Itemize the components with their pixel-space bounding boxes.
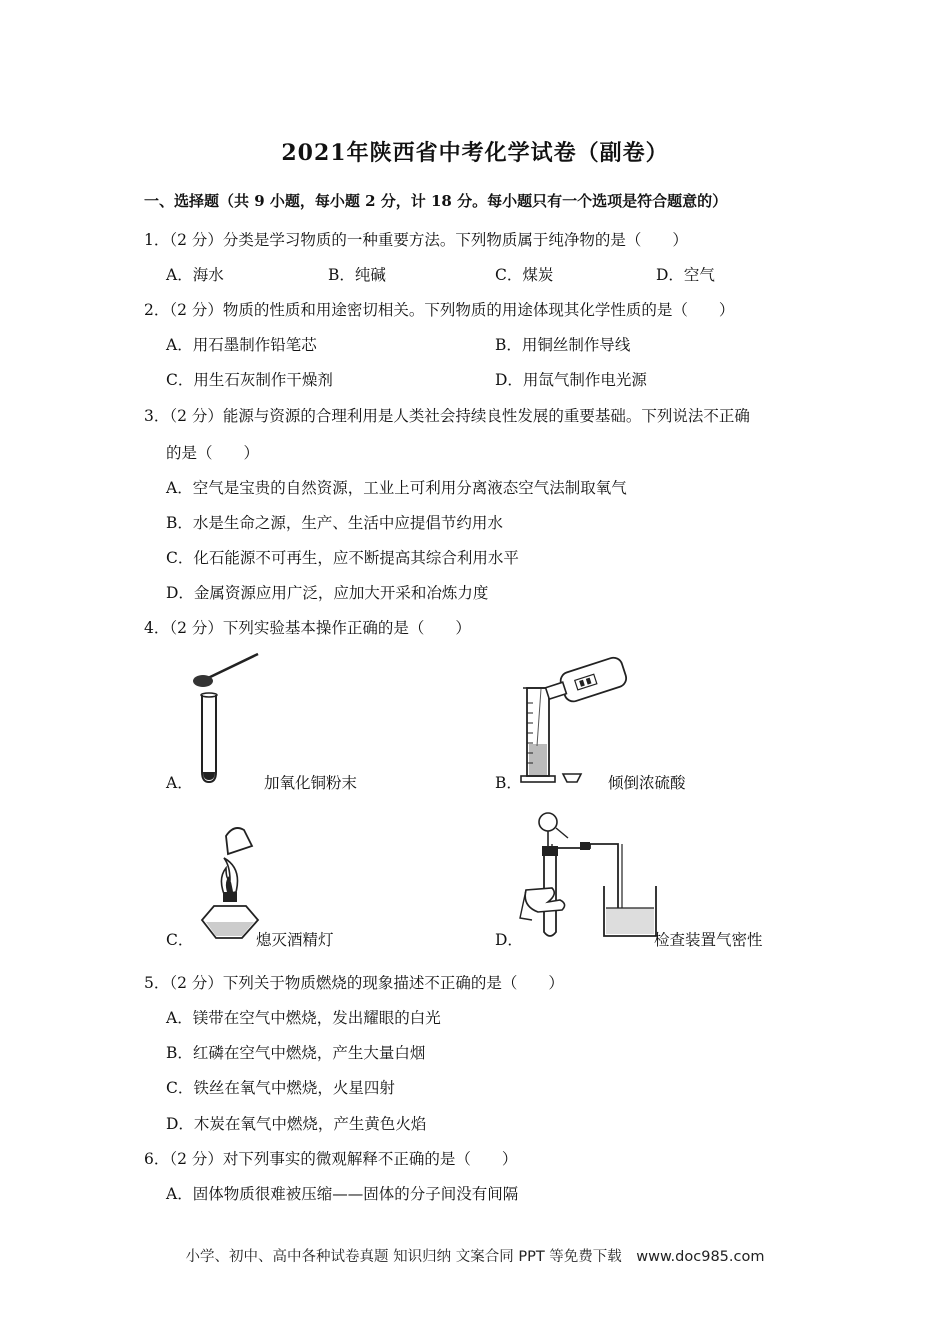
q1-stem: 1．（2 分）分类是学习物质的一种重要方法。下列物质属于纯净物的是（ ） [144,231,688,249]
q2-stem: 2．（2 分）物质的性质和用途密切相关。下列物质的用途体现其化学性质的是（ ） [144,301,735,319]
footer-text: 小学、初中、高中各种试卷真题 知识归纳 文案合同 PPT 等免费下载 www.doc985.com [185,1249,765,1265]
q2-option-a: A．用石墨制作铅笔芯 [166,336,317,354]
page-title: 2021年陕西省中考化学试卷（副卷） [281,140,669,166]
graduated-cylinder-pour-illustration [515,648,635,788]
section-heading: 一、选择题（共 9 小题，每小题 2 分，计 18 分。每小题只有一个选项是符合题意的） [144,192,728,210]
airtightness-apparatus-illustration [518,808,678,943]
q5-option-c: C．铁丝在氧气中燃烧，火星四射 [166,1079,395,1097]
q4-option-d-letter: D． [495,931,523,949]
q1-option-d: D．空气 [656,266,715,284]
alcohol-lamp-illustration [196,822,276,942]
q4-stem: 4．（2 分）下列实验基本操作正确的是（ ） [144,619,471,637]
q5-stem: 5．（2 分）下列关于物质燃烧的现象描述不正确的是（ ） [144,974,564,992]
q2-option-b: B．用铜丝制作导线 [495,336,631,354]
q2-option-c: C．用生石灰制作干燥剂 [166,371,333,389]
q5-option-d: D．木炭在氧气中燃烧，产生黄色火焰 [166,1115,427,1133]
q5-option-b: B．红磷在空气中燃烧，产生大量白烟 [166,1044,426,1062]
q4-option-a-letter: A． [166,774,193,792]
q1-option-b: B．纯碱 [328,266,386,284]
q4-option-b-letter: B． [495,774,522,792]
q3-option-d: D．金属资源应用广泛，应加大开采和冶炼力度 [166,584,489,602]
q3-option-a: A．空气是宝贵的自然资源，工业上可利用分离液态空气法制取氧气 [166,479,627,497]
q3-stem-line2: 的是（ ） [166,444,260,462]
q2-option-d: D．用氙气制作电光源 [495,371,647,389]
q4-option-a-label: 加氧化铜粉末 [264,774,358,792]
q1-option-c: C．煤炭 [495,266,554,284]
q4-option-c-letter: C． [166,931,194,949]
q4-option-c-label: 熄灭酒精灯 [256,931,334,949]
q3-stem-line1: 3．（2 分）能源与资源的合理利用是人类社会持续良性发展的重要基础。下列说法不正确 [144,407,750,425]
q1-option-a: A．海水 [166,266,224,284]
q3-option-c: C．化石能源不可再生，应不断提高其综合利用水平 [166,549,519,567]
q5-option-a: A．镁带在空气中燃烧，发出耀眼的白光 [166,1009,441,1027]
q6-stem: 6．（2 分）对下列事实的微观解释不正确的是（ ） [144,1150,518,1168]
q4-option-d-label: 检查装置气密性 [654,931,763,949]
q4-option-b-label: 倾倒浓硫酸 [608,774,686,792]
q3-option-b: B．水是生命之源，生产、生活中应提倡节约用水 [166,514,503,532]
test-tube-spatula-illustration [188,650,268,785]
q6-option-a: A．固体物质很难被压缩——固体的分子间没有间隔 [166,1185,519,1203]
